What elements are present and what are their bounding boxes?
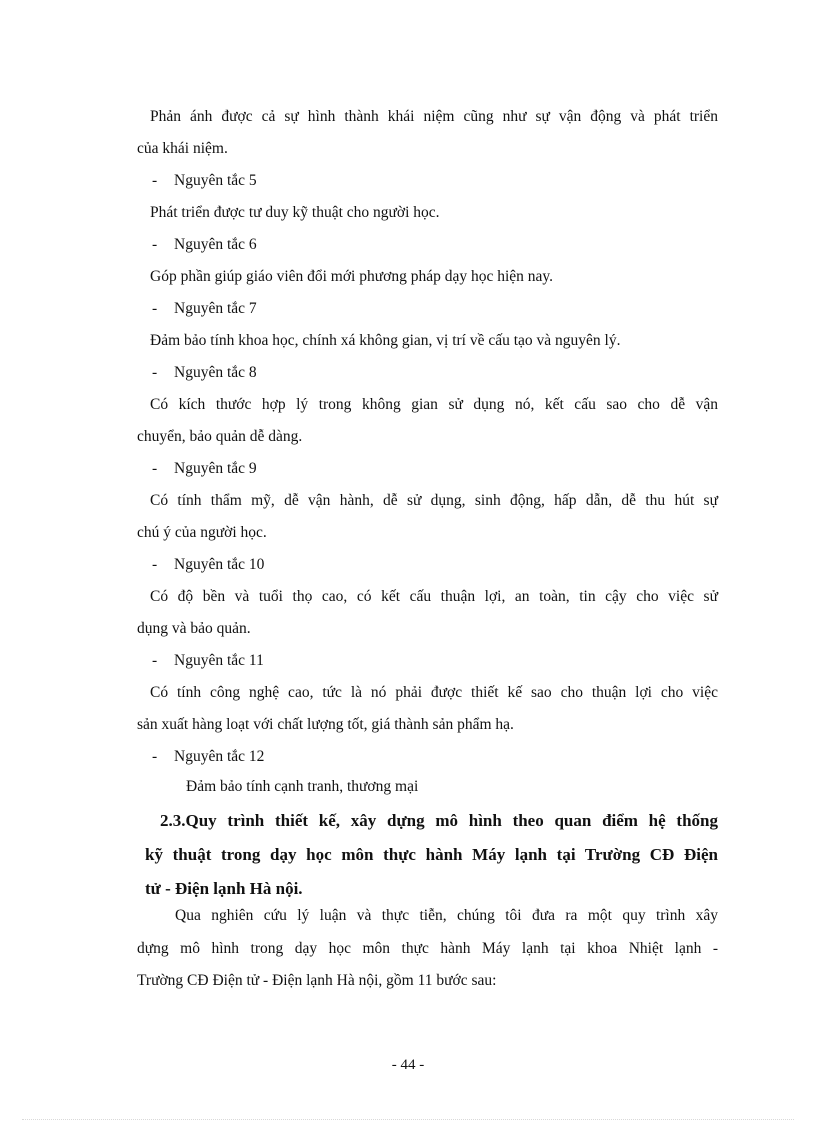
principle-6-text: Góp phần giúp giáo viên đổi mới phương pháp dạy học hiện nay. <box>150 268 554 285</box>
dash-bullet: - <box>152 300 158 317</box>
page-bottom-divider <box>22 1119 794 1120</box>
closing-paragraph-line1: Qua nghiên cứu lý luận và thực tiễn, chúng tôi đưa ra một quy trình xây <box>175 907 718 924</box>
section-heading-line3: tử - Điện lạnh Hà nội. <box>145 879 303 898</box>
principle-7-text: Đảm bảo tính khoa học, chính xá không gian, vị trí về cấu tạo và nguyên lý. <box>150 332 621 349</box>
closing-paragraph-line2: dựng mô hình trong dạy học môn thực hành Máy lạnh tại khoa Nhiệt lạnh - <box>137 940 718 957</box>
principle-8-text-line1: Có kích thước hợp lý trong không gian sử dụng nó, kết cấu sao cho dễ vận <box>150 396 718 413</box>
dash-bullet: - <box>152 460 158 477</box>
principle-11-text-line1: Có tính công nghệ cao, tức là nó phải được thiết kế sao cho thuận lợi cho việc <box>150 684 718 701</box>
paragraph-line: của khái niệm. <box>137 140 228 157</box>
principle-5-text: Phát triển được tư duy kỹ thuật cho người học. <box>150 204 440 221</box>
principle-9-text-line1: Có tính thẩm mỹ, dễ vận hành, dễ sử dụng, sinh động, hấp dẫn, dễ thu hút sự <box>150 492 718 509</box>
principle-12-label: - Nguyên tắc 12 <box>152 748 265 765</box>
dash-bullet: - <box>152 748 158 765</box>
principle-5-label: - Nguyên tắc 5 <box>152 172 257 189</box>
principle-9-text-line2: chú ý của người học. <box>137 524 267 541</box>
principle-6-label: - Nguyên tắc 6 <box>152 236 257 253</box>
dash-bullet: - <box>152 364 158 381</box>
principle-9-label: - Nguyên tắc 9 <box>152 460 257 477</box>
paragraph-line: Phản ánh được cả sự hình thành khái niệm cũng như sự vận động và phát triển <box>150 108 718 125</box>
principle-7-label: - Nguyên tắc 7 <box>152 300 257 317</box>
dash-bullet: - <box>152 172 158 189</box>
principle-12-text: Đảm bảo tính cạnh tranh, thương mại <box>186 778 419 795</box>
principle-10-text-line2: dụng và bảo quản. <box>137 620 251 637</box>
dash-bullet: - <box>152 556 158 573</box>
principle-11-label: - Nguyên tắc 11 <box>152 652 264 669</box>
principle-10-text-line1: Có độ bền và tuổi thọ cao, có kết cấu thuận lợi, an toàn, tin cậy cho việc sử <box>150 588 718 605</box>
principle-10-label: - Nguyên tắc 10 <box>152 556 265 573</box>
principle-8-label: - Nguyên tắc 8 <box>152 364 257 381</box>
dash-bullet: - <box>152 652 158 669</box>
closing-paragraph-line3: Trường CĐ Điện tử - Điện lạnh Hà nội, gồm 11 bước sau: <box>137 972 497 989</box>
principle-8-text-line2: chuyển, bảo quản dễ dàng. <box>137 428 303 445</box>
page-number: - 44 - <box>391 1057 425 1073</box>
section-heading-line2: kỹ thuật trong dạy học môn thực hành Máy lạnh tại Trường CĐ Điện <box>145 845 718 864</box>
section-heading-line1: 2.3.Quy trình thiết kế, xây dựng mô hình theo quan điểm hệ thống <box>160 811 718 830</box>
principle-11-text-line2: sản xuất hàng loạt với chất lượng tốt, giá thành sản phẩm hạ. <box>137 716 514 733</box>
dash-bullet: - <box>152 236 158 253</box>
